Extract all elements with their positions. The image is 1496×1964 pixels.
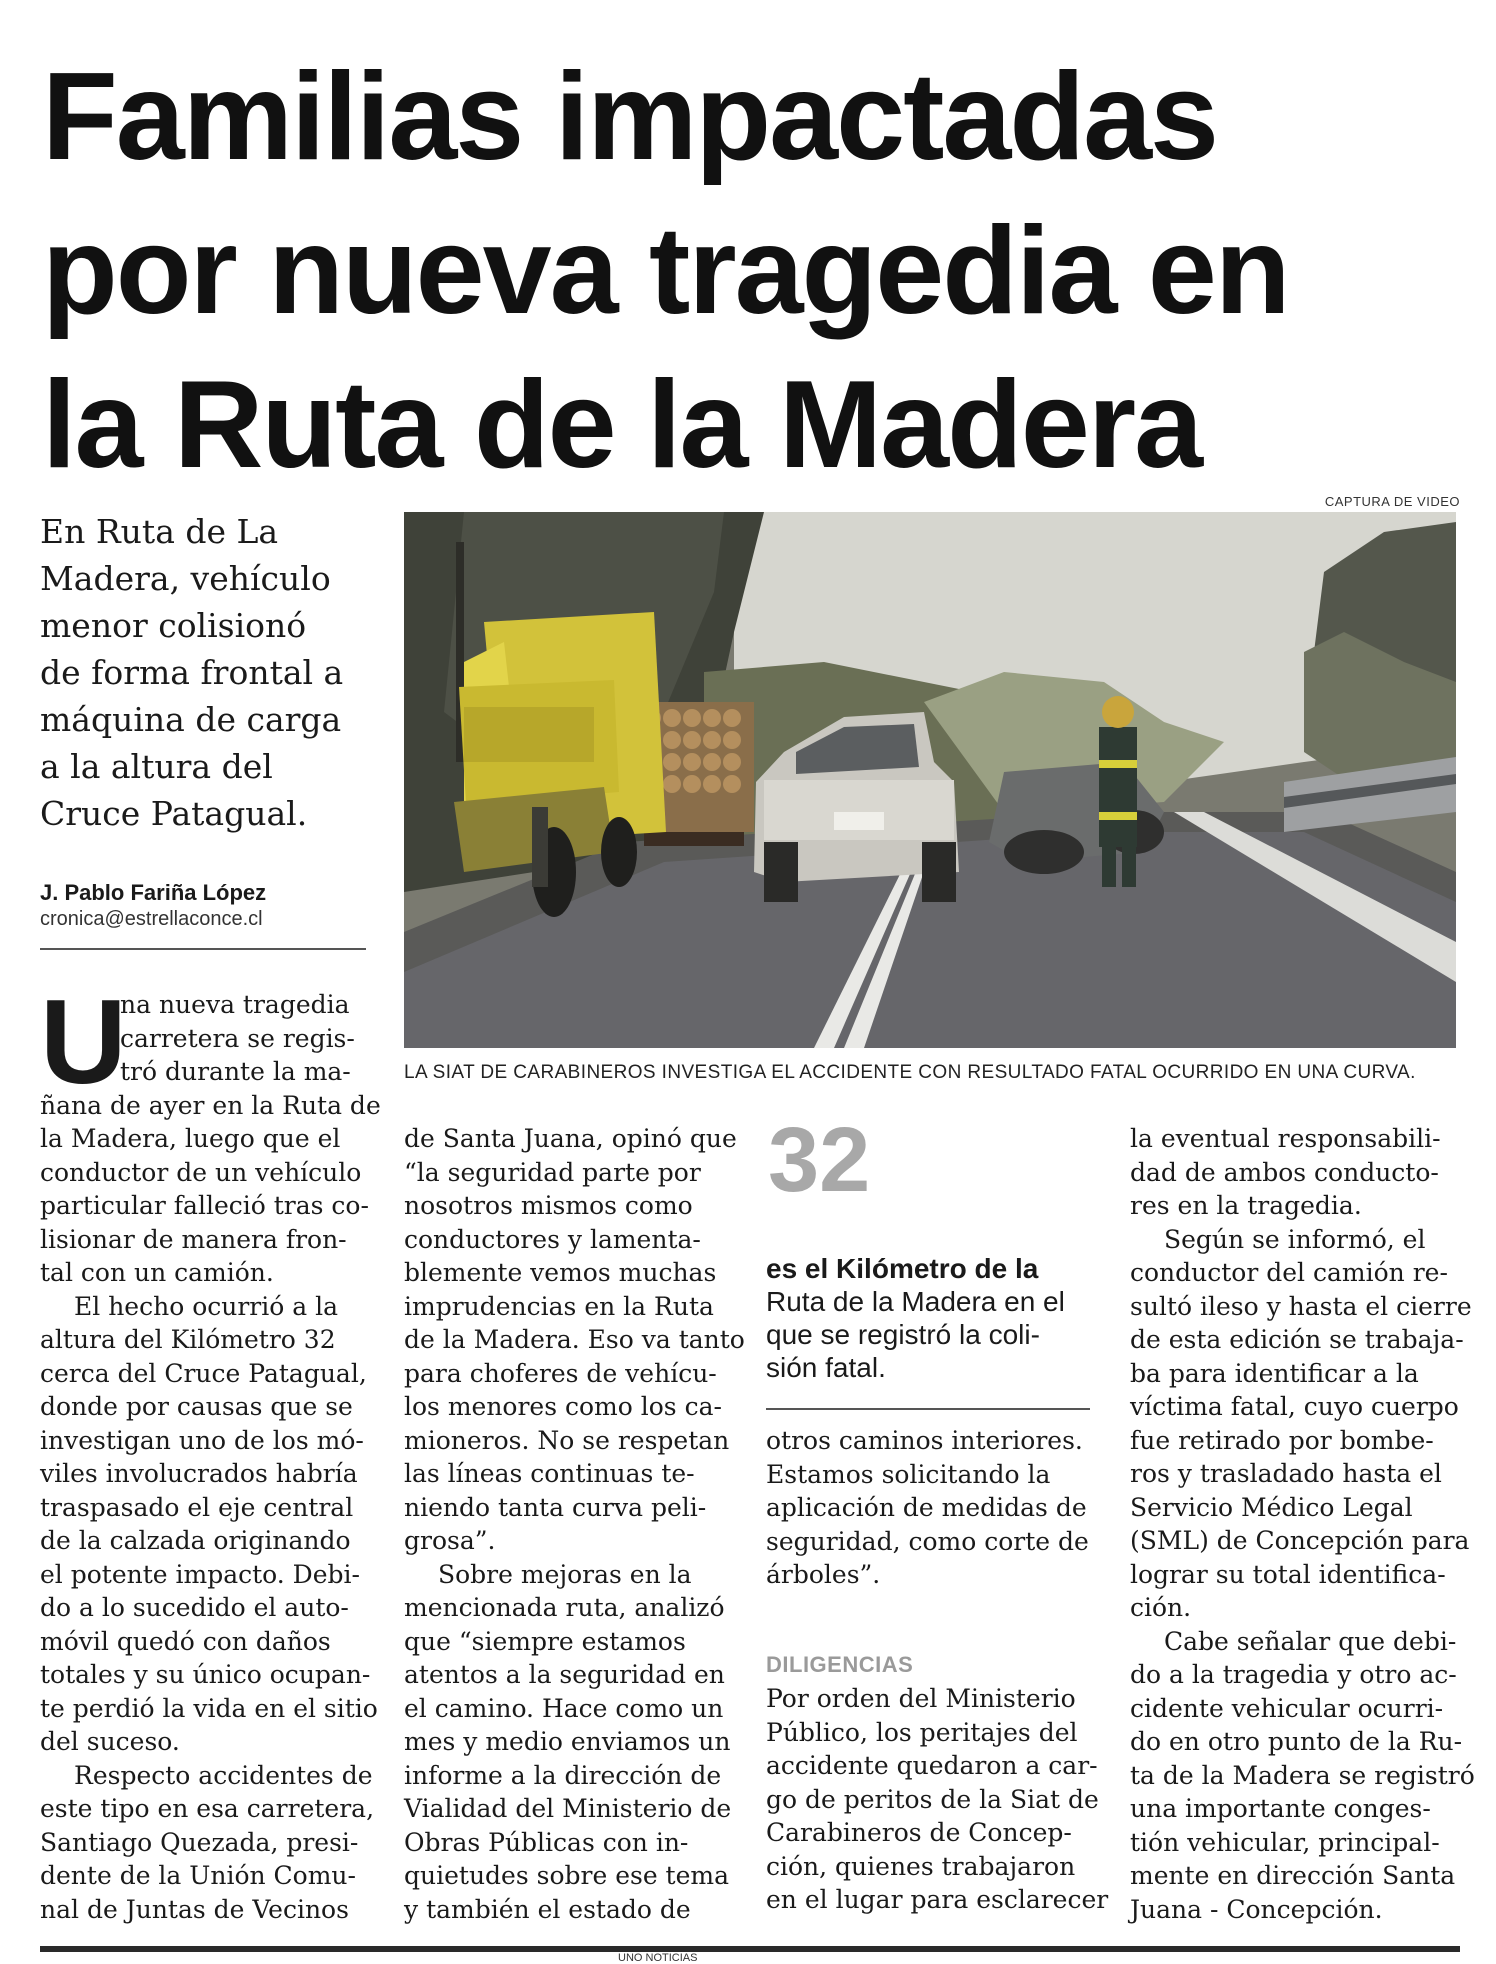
body-line: na nueva tragedia <box>120 990 350 1019</box>
body-line: móvil quedó con daños <box>40 1626 331 1656</box>
body-line: Vialidad del Ministerio de <box>404 1794 732 1823</box>
body-line: la eventual responsabili- <box>1130 1124 1441 1153</box>
body-line: ción, quienes trabajaron <box>766 1851 1076 1881</box>
body-line: mioneros. No se respetan <box>404 1425 730 1455</box>
body-line: tión vehicular, principal- <box>1130 1827 1440 1857</box>
body-line: Santiago Quezada, presi- <box>40 1827 359 1857</box>
body-line: informe a la dirección de <box>404 1760 722 1790</box>
article-column-3-bottom <box>766 1682 1109 1917</box>
body-line: Obras Públicas con in- <box>404 1827 689 1857</box>
body-line: mencionada ruta, analizó <box>404 1593 725 1622</box>
article-deck <box>40 508 382 837</box>
body-line: de la Madera. Eso va tanto <box>404 1325 745 1354</box>
body-line: tró durante la ma- <box>120 1057 351 1086</box>
body-line: investigan uno de los mó- <box>40 1425 364 1455</box>
deck-line: Madera, vehículo <box>40 559 331 598</box>
accident-scene-image <box>404 512 1456 1048</box>
body-line: particular falleció tras co- <box>40 1191 369 1220</box>
body-line: altura del Kilómetro 32 <box>40 1325 336 1354</box>
body-line: “la seguridad parte por <box>404 1157 701 1187</box>
body-line: Carabineros de Concep- <box>766 1818 1072 1847</box>
stat-description <box>766 1252 1065 1384</box>
news-photo <box>404 512 1456 1048</box>
stat-divider <box>766 1408 1090 1410</box>
body-line: víctima fatal, cuyo cuerpo <box>1130 1392 1459 1421</box>
deck-line: máquina de carga <box>40 700 342 739</box>
body-line: totales y su único ocupan- <box>40 1660 371 1689</box>
body-line: y también el estado de <box>404 1894 691 1924</box>
body-line: mes y medio enviamos un <box>404 1727 731 1756</box>
deck-line: menor colisionó <box>40 606 307 645</box>
body-line: traspasado el eje central <box>40 1492 354 1522</box>
body-line: accidente quedaron a car- <box>766 1751 1098 1780</box>
body-line: este tipo en esa carretera, <box>40 1794 375 1823</box>
body-line: árboles”. <box>766 1560 881 1589</box>
body-line: viles involucrados habría <box>40 1459 358 1488</box>
body-line: go de peritos de la Siat de <box>766 1784 1099 1814</box>
body-line: ba para identificar a la <box>1130 1358 1419 1388</box>
body-line: Juana - Concepción. <box>1130 1894 1383 1924</box>
headline-line: la Ruta de la Madera <box>42 356 1202 494</box>
photo-credit: CAPTURA DE VIDEO <box>1324 494 1460 509</box>
body-line: lograr su total identifica- <box>1130 1559 1446 1589</box>
headline-line: por nueva tragedia en <box>42 202 1289 340</box>
body-line: de la calzada originando <box>40 1526 351 1555</box>
stat-line: sión fatal. <box>766 1352 886 1383</box>
body-line: imprudencias en la Ruta <box>404 1291 714 1321</box>
body-line: res en la tragedia. <box>1130 1191 1362 1220</box>
body-line: do a lo sucedido el auto- <box>40 1593 349 1622</box>
body-line: atentos a la seguridad en <box>404 1660 725 1689</box>
body-line: Servicio Médico Legal <box>1130 1492 1413 1522</box>
stat-number: 32 <box>768 1109 871 1211</box>
body-line: de Santa Juana, opinó que <box>404 1124 737 1153</box>
body-line: de esta edición se trabaja- <box>1130 1325 1464 1354</box>
deck-line: a la altura del <box>40 747 273 786</box>
body-line: Público, los peritajes del <box>766 1717 1078 1747</box>
author-email: cronica@estrellaconce.cl <box>40 908 263 930</box>
body-line: nal de Juntas de Vecinos <box>40 1894 349 1924</box>
body-line: blemente vemos muchas <box>404 1258 717 1287</box>
article-column-1 <box>40 975 381 1926</box>
article-column-2 <box>404 1122 745 1926</box>
body-line: donde por causas que se <box>40 1392 353 1421</box>
body-line: El hecho ocurrió a la <box>74 1291 338 1321</box>
body-line: conductores y lamenta- <box>404 1224 701 1254</box>
body-line: cidente vehicular ocurri- <box>1130 1693 1444 1723</box>
body-line: Cabe señalar que debi- <box>1164 1626 1457 1656</box>
body-line: (SML) de Concepción para <box>1130 1526 1470 1555</box>
body-line: tal con un camión. <box>40 1258 274 1287</box>
deck-line: de forma frontal a <box>40 653 344 692</box>
deck-line: En Ruta de La <box>40 512 279 551</box>
footer-label: UNO NOTICIAS <box>618 1952 698 1964</box>
article-column-3-top <box>766 1424 1096 1592</box>
stat-line: que se registró la coli- <box>766 1319 1040 1350</box>
body-line: ñana de ayer en la Ruta de <box>40 1090 381 1120</box>
author-name: J. Pablo Fariña López <box>40 880 267 905</box>
headline <box>42 40 1462 502</box>
body-line: para choferes de vehícu- <box>404 1358 717 1388</box>
body-line: ros y trasladado hasta el <box>1130 1459 1442 1488</box>
body-line: te perdió la vida en el sitio <box>40 1693 378 1723</box>
body-line: ta de la Madera se registró <box>1130 1760 1475 1790</box>
body-line: que “siempre estamos <box>404 1626 686 1656</box>
body-line: Estamos solicitando la <box>766 1459 1051 1489</box>
body-line: dad de ambos conducto- <box>1130 1157 1439 1187</box>
body-line: do en otro punto de la Ru- <box>1130 1727 1463 1756</box>
article-column-4 <box>1130 1122 1475 1926</box>
body-line: el potente impacto. Debi- <box>40 1559 360 1589</box>
footer-bar <box>40 1946 1460 1952</box>
body-line: seguridad, como corte de <box>766 1526 1089 1556</box>
body-line: aplicación de medidas de <box>766 1493 1087 1522</box>
body-line: Sobre mejoras en la <box>438 1559 692 1589</box>
section-subhead: DILIGENCIAS <box>766 1652 914 1677</box>
body-line: do a la tragedia y otro ac- <box>1130 1660 1457 1689</box>
body-line: cerca del Cruce Patagual, <box>40 1358 367 1388</box>
body-line: la Madera, luego que el <box>40 1124 341 1153</box>
body-line: en el lugar para esclarecer <box>766 1885 1109 1914</box>
body-line: Respecto accidentes de <box>74 1760 373 1790</box>
byline-divider <box>40 948 366 950</box>
body-line: el camino. Hace como un <box>404 1693 724 1723</box>
body-line: nosotros mismos como <box>404 1191 693 1220</box>
body-line: una importante conges- <box>1130 1794 1431 1823</box>
stat-line: es el Kilómetro de la <box>766 1253 1039 1284</box>
body-line: las líneas continuas te- <box>404 1459 695 1488</box>
body-line: quietudes sobre ese tema <box>404 1861 730 1890</box>
body-line: conductor del camión re- <box>1130 1258 1448 1287</box>
headline-line: Familias impactadas <box>42 48 1217 186</box>
body-line: lisionar de manera fron- <box>40 1224 347 1254</box>
body-line: Según se informó, el <box>1164 1224 1426 1254</box>
body-line: otros caminos interiores. <box>766 1426 1083 1455</box>
photo-caption: LA SIAT DE CARABINEROS INVESTIGA EL ACCIDENTE CON RESULTADO FATAL OCURRIDO EN UNA CURVA. <box>404 1062 1416 1083</box>
drop-cap: U <box>40 975 127 1109</box>
body-line: dente de la Unión Comu- <box>40 1861 356 1890</box>
body-line: Por orden del Ministerio <box>766 1684 1076 1713</box>
body-line: mente en dirección Santa <box>1130 1861 1456 1890</box>
body-line: ción. <box>1130 1593 1192 1622</box>
body-line: grosa”. <box>404 1526 496 1555</box>
deck-line: Cruce Patagual. <box>40 794 308 833</box>
body-line: del suceso. <box>40 1727 180 1756</box>
body-line: carretera se regis- <box>120 1023 355 1053</box>
stat-line: Ruta de la Madera en el <box>766 1286 1065 1317</box>
body-line: niendo tanta curva peli- <box>404 1492 707 1522</box>
body-line: sultó ileso y hasta el cierre <box>1130 1291 1472 1321</box>
body-line: fue retirado por bombe- <box>1130 1425 1434 1455</box>
body-line: los menores como los ca- <box>404 1392 722 1421</box>
body-line: conductor de un vehículo <box>40 1157 362 1187</box>
